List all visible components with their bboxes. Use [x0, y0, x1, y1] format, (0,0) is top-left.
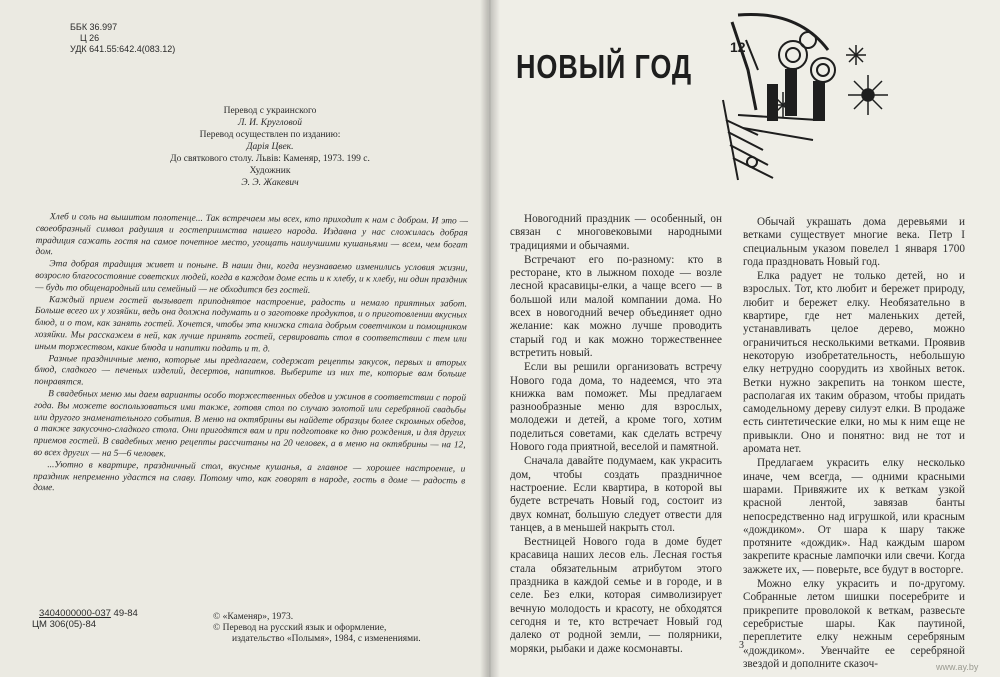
paragraph: Можно елку украсить и по-другому. Собранные летом шишки посеребрите и прикрепите проволокой к веткам, развесьте серебристые шары. Как паутиной, переплетите елку нежным серебряным «дождиком». Увенчайте ее серебряной звездой и дополните сказоч- [743, 578, 965, 670]
copyright-line: издательство «Полымя», 1984, с изменениями. [232, 634, 421, 644]
page-number: 3 [739, 640, 744, 651]
paragraph: Вестницей Нового года в доме будет красавица наших лесов ель. Лесная гостья стала обязательным атрибутом этого праздника в каждой семье и в городе, и в селе. Без елки, которая символизирует вечную молодость и красоту, не обходятся сегодня и те, кто встречает Новый год далеко от родной земли, — полярники, моряки, рыбаки и даже космонавты. [510, 536, 722, 655]
intro-paragraph: ...Уютно в квартире, праздничный стол, вкусные кушанья, а главное — хорошее настроение, и праздник непременно удастся на славу. Потому что, как говорят в народе, гость в доме — радость в доме. [33, 459, 466, 494]
intro-paragraph: Хлеб и соль на вышитом полотенце... Так встречаем мы всех, кто приходит к нам с добром. И это — своеобразный символ радушия и гостеприимства нашего народа. Издавна у нас сложилась добрая традиция сажать гостя на самое почетное место, угощать наилучшими кушаньями — всем, чем богат дом. [35, 212, 468, 258]
artist-name: Э. Э. Жакевич [241, 178, 299, 188]
intro-paragraph: Каждый прием гостей вызывает приподнятое настроение, радость и немало приятных забот. Больше всего их у хозяйки, ведь она должна подумать и о заготовке продуктов, и о приготовлении вкусных блюд, и о том, как занять гостей. Хочется, чтобы эта книжка стала добрым советчиком и помощником хозяйки. Мы расскажем в ней, как лучше принять гостей, сервировать стол в соответствии с тем или иным торжеством, какие блюда и напитки подать и т. д. [34, 294, 468, 355]
paragraph: Елка радует не только детей, но и взрослых. Тот, кто любит и бережет природу, любит и бережет елку. Необязательно в квартире, где нет маленьких детей, устанавливать целое дерево, можно ограничиться несколькими ветками. Проявив некоторую изобретательность, небольшую елку нетрудно соорудить из хвойных веток. Ветки нужно закрепить на тонком шесте, располагая их таким образом, чтобы придать самодельному дереву силуэт елки. В продаже есть синтетические елки, но мы к ним еще не привыкли. Оно и понятно: вид не тот и аромата нет. [743, 270, 965, 456]
bbk-block [70, 22, 175, 55]
watermark: www.ay.by [936, 662, 979, 672]
intro-paragraph: Разные праздничные меню, которые мы предлагаем, содержат рецепты закусок, первых и вторых блюд, сладкого — печеных изделий, десертов, напитков. Выберите из них те, которые вам больше понравятся. [34, 353, 467, 388]
isbn-line2: М 306(05)-84 [39, 619, 97, 630]
paragraph: Если вы решили организовать встречу Нового года дома, то надеемся, что эта книжка вам поможет. Мы предлагаем разнообразные меню для взрослых, молодежи и детей, а кроме того, хотим поделиться советами, как сделать встречу Нового года приятной, веселой и памятной. [510, 361, 722, 454]
bbk-line: УДК 641.55:642.4(083.12) [70, 44, 176, 54]
new-year-ornament-illustration [718, 10, 998, 185]
isbn-suffix: 49-84 [113, 608, 138, 619]
book-gutter [480, 0, 500, 677]
artist-label: Художник [249, 166, 291, 176]
paragraph: Сначала давайте подумаем, как украсить дом, чтобы создать праздничное настроение. Если квартира, в которой вы будете встречать Новый год, состоит из двух комнат, большую следует отвести для танцев, а в меньшей накрыть стол. [510, 455, 722, 534]
bbk-line: Ц 26 [80, 33, 100, 43]
credits-block [140, 105, 400, 189]
right-page [488, 0, 1000, 677]
left-page [0, 0, 488, 677]
paragraph: Встречают его по-разному: кто в ресторане, кто в лыжном походе — возле лесной красавицы-елки, а чаще всего — в большой или малой компании дома. Но всех в новогодний вечер объединяет одно желание: как можно лучше проводить старый год и как можно торжественнее встретить новый. [510, 253, 722, 359]
copyright-block [213, 612, 421, 645]
translation-label: Перевод с украинского [223, 106, 317, 116]
edition-title: До святкового столу. Львів: Каменяр, 1973. 199 с. [170, 154, 370, 164]
chapter-title: НОВЫЙ ГОД [516, 48, 692, 85]
intro-paragraph: Эта добрая традиция живет и поныне. В наши дни, когда неузнаваемо изменились условия жизни, возросло благосостояние советских людей, когда в каждом доме есть и к хлебу, и к хлебу, ни один праздник — будь то общенародный или семейный — не обходится без гостей. [35, 259, 468, 296]
copyright-line: © «Каменяр», 1973. [213, 612, 294, 622]
paragraph: Обычай украшать дома деревьями и ветками существует многие века. Петр I специальным указом повелел 1 января 1700 года праздновать Новый год. [743, 216, 965, 268]
bbk-line: ББК 36.997 [70, 22, 118, 32]
paragraph: Предлагаем украсить елку несколько иначе, чем всегда, — одними красными шарами. Привяжите их к веткам узкой красной лентой, завязав банты непосредственно над игрушкой, или красным «дождиком». От шара к шару также протяните «дождик». Над каждым шаром закрепите красные лампочки или свечи. Когда зажжете их, — поверьте, все будут в восторге. [743, 457, 965, 576]
text-column-2 [743, 216, 965, 672]
intro-text [33, 212, 468, 500]
isbn-line1: 3404000000-037 [39, 608, 111, 619]
text-column-1 [510, 213, 722, 657]
isbn-code [32, 608, 138, 630]
copyright-line: © Перевод на русский язык и оформление, [213, 623, 387, 633]
edition-label: Перевод осуществлен по изданию: [199, 130, 341, 140]
intro-paragraph: В свадебных меню мы даем варианты особо торжественных обедов и ужинов в соответствии с порой года. Вы можете воспользоваться ими также, готовя стол по случаю золотой или серебряной свадьбы или другого знаменательного события. В меню на октябрины вы найдете образцы более скромных обедов, а также закусочно-сладкого стола. Они пригодятся вам и при подготовке ко дню рождения, и для других приемов гостей. В свадебных меню рецепты рассчитаны на 20 человек, а в меню на октябрины — на 12, во всех других — на 5—6 человек. [33, 389, 467, 460]
edition-author: Дарія Цвек. [246, 142, 294, 152]
clock-number: 12 [730, 39, 746, 55]
translator-name: Л. И. Кругловой [237, 118, 303, 128]
isbn-prefix-letter: Ц [32, 619, 40, 630]
paragraph: Новогодний праздник — особенный, он связан с многовековыми народными традициями и обычаями. [510, 213, 722, 252]
